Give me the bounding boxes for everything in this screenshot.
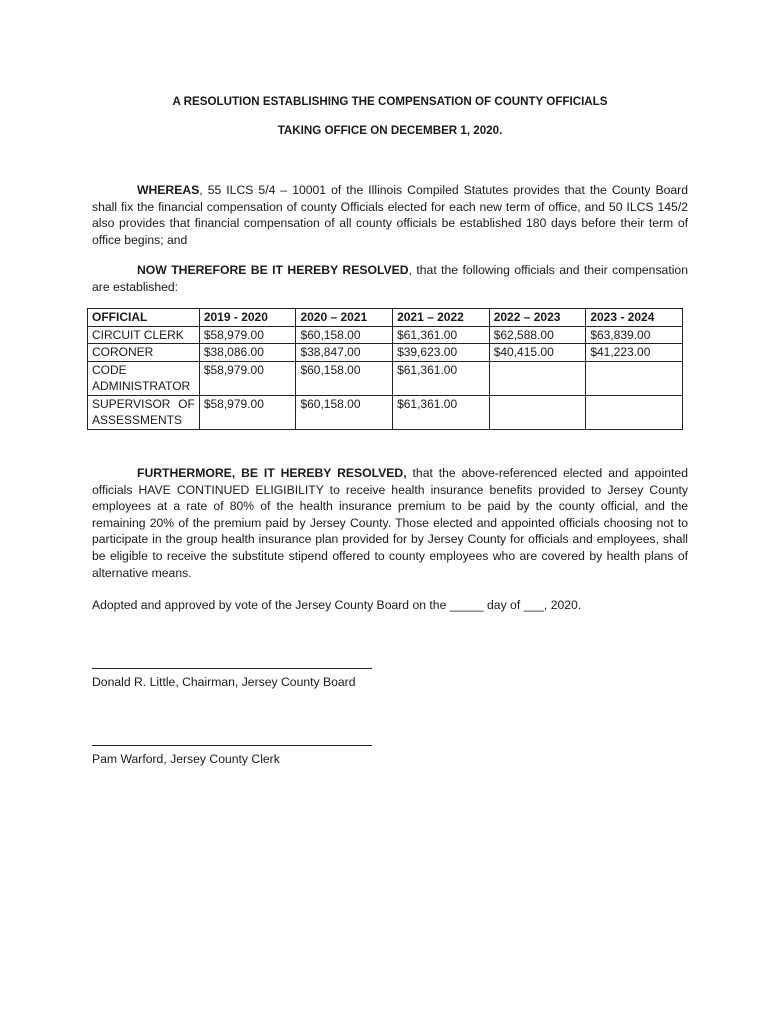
now-therefore-lead: NOW THEREFORE BE IT HEREBY RESOLVED bbox=[137, 263, 409, 277]
amount-cell bbox=[586, 361, 683, 395]
table-row bbox=[88, 361, 683, 395]
amount-cell bbox=[586, 395, 683, 429]
amount-cell: $58,979.00 bbox=[199, 361, 296, 395]
furthermore-lead: FURTHERMORE, BE IT HEREBY RESOLVED, bbox=[137, 466, 407, 480]
amount-cell: $38,086.00 bbox=[199, 344, 296, 362]
chairman-signature-name: Donald R. Little, Chairman, Jersey County Board bbox=[92, 675, 356, 689]
official-cell: CORONER bbox=[88, 344, 200, 362]
amount-cell: $38,847.00 bbox=[296, 344, 393, 362]
signature-line bbox=[92, 745, 372, 746]
adopted-line: Adopted and approved by vote of the Jersey County Board on the _____ day of ___, 2020. bbox=[92, 598, 582, 612]
amount-cell: $39,623.00 bbox=[393, 344, 490, 362]
table-row bbox=[88, 344, 683, 362]
amount-cell: $61,361.00 bbox=[393, 326, 490, 344]
amount-cell: $58,979.00 bbox=[199, 326, 296, 344]
official-cell: CIRCUIT CLERK bbox=[88, 326, 200, 344]
amount-cell: $40,415.00 bbox=[489, 344, 586, 362]
whereas-text: , 55 ILCS 5/4 – 10001 of the Illinois Compiled Statutes provides that the County Board shall fix the financial compensation of county Officials elected for each new term of office, and 50 ILCS 145/2 also provides that financial compensation of all county officials be established 180 days before their term of office begins; and bbox=[92, 183, 688, 247]
header-cell: 2021 – 2022 bbox=[393, 309, 490, 327]
amount-cell: $60,158.00 bbox=[296, 326, 393, 344]
official-label-line: CODE bbox=[92, 362, 127, 377]
header-cell: OFFICIAL bbox=[88, 309, 200, 327]
whereas-lead: WHEREAS bbox=[137, 183, 200, 197]
furthermore-text: that the above-referenced elected and appointed officials HAVE CONTINUED ELIGIBILITY to receive health insurance benefits provided to Jersey County employees at a rate of 80% of the health insurance premium to be paid by the county official, and the remaining 20% of the premium paid by Jersey County. Those elected and appointed officials choosing not to participate in the group health insurance plan provided for by Jersey County for officials and employees, shall be eligible to receive the substitute stipend offered to county employees who are covered by health plans of alternative means. bbox=[92, 466, 688, 580]
amount-cell: $60,158.00 bbox=[296, 395, 393, 429]
official-label-line: SUPERVISOR OF bbox=[92, 396, 195, 411]
whereas-paragraph bbox=[92, 182, 688, 248]
amount-cell: $60,158.00 bbox=[296, 361, 393, 395]
table-header-row bbox=[88, 309, 683, 327]
header-cell: 2019 - 2020 bbox=[199, 309, 296, 327]
amount-cell: $61,361.00 bbox=[393, 361, 490, 395]
official-label-line: ADMINISTRATOR bbox=[92, 379, 191, 393]
amount-cell: $41,223.00 bbox=[586, 344, 683, 362]
header-cell: 2023 - 2024 bbox=[586, 309, 683, 327]
now-therefore-paragraph bbox=[92, 262, 688, 295]
official-cell bbox=[88, 395, 200, 429]
document-title: A RESOLUTION ESTABLISHING THE COMPENSATION OF COUNTY OFFICIALS bbox=[172, 95, 608, 108]
amount-cell bbox=[489, 361, 586, 395]
amount-cell: $63,839.00 bbox=[586, 326, 683, 344]
table-row bbox=[88, 395, 683, 429]
compensation-table bbox=[87, 308, 683, 430]
header-cell: 2022 – 2023 bbox=[489, 309, 586, 327]
amount-cell: $58,979.00 bbox=[199, 395, 296, 429]
table-row bbox=[88, 326, 683, 344]
header-cell: 2020 – 2021 bbox=[296, 309, 393, 327]
document-subtitle: TAKING OFFICE ON DECEMBER 1, 2020. bbox=[277, 124, 503, 137]
furthermore-paragraph bbox=[92, 465, 688, 581]
official-label-line: ASSESSMENTS bbox=[92, 413, 183, 427]
amount-cell: $61,361.00 bbox=[393, 395, 490, 429]
signature-line bbox=[92, 668, 372, 669]
amount-cell: $62,588.00 bbox=[489, 326, 586, 344]
official-cell bbox=[88, 361, 200, 395]
now-therefore-text: , that the following officials and their compensation are established: bbox=[92, 263, 688, 294]
amount-cell bbox=[489, 395, 586, 429]
clerk-signature-name: Pam Warford, Jersey County Clerk bbox=[92, 752, 280, 766]
